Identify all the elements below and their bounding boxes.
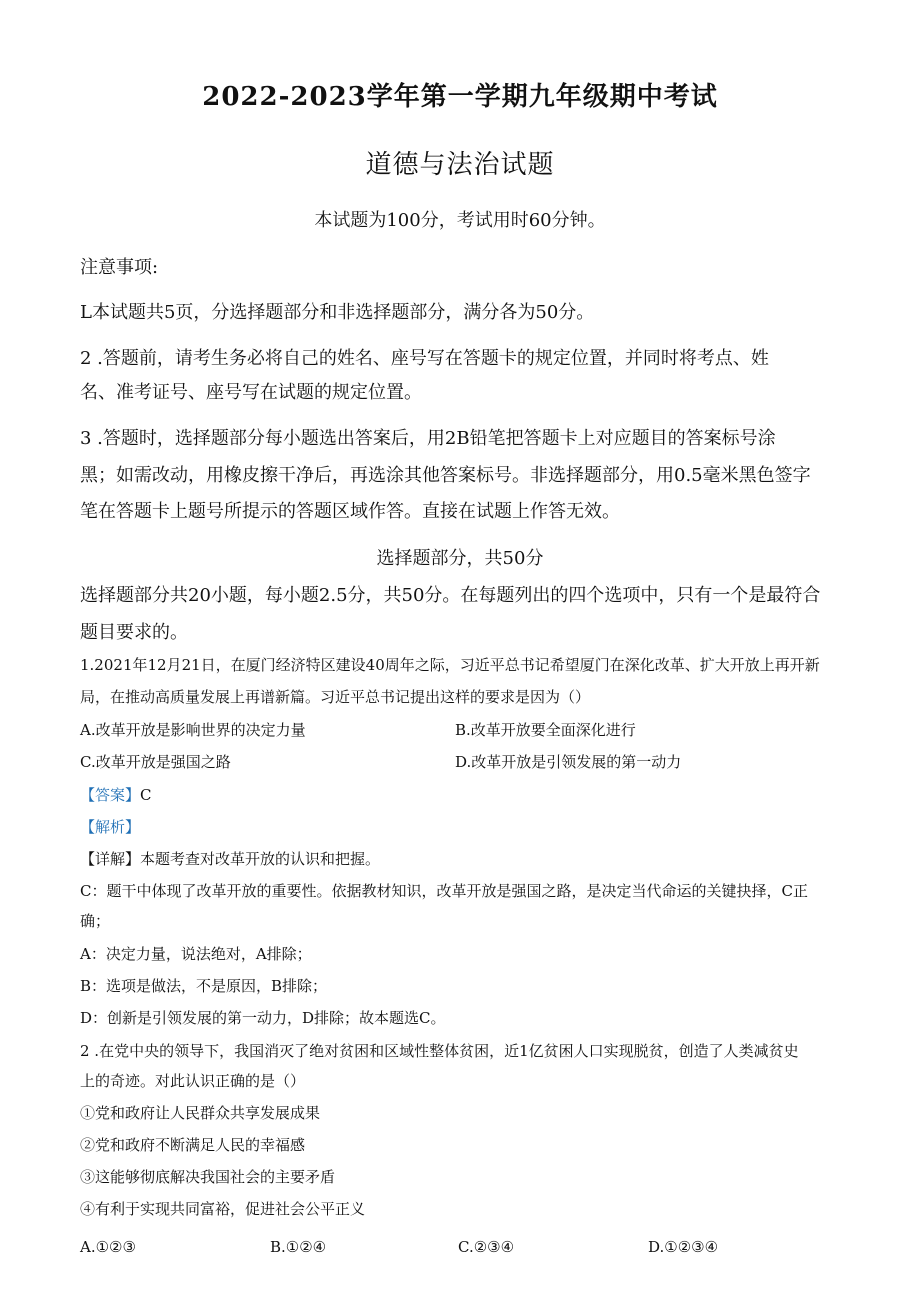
q2-item-3: ③这能够彻底解决我国社会的主要矛盾 <box>80 1168 336 1186</box>
q2-stem-line-2: 上的奇迹。对此认识正确的是（） <box>80 1072 306 1090</box>
q1-explain-b: B：选项是做法，不是原因，B排除； <box>80 977 328 995</box>
answer-value: C <box>140 786 152 804</box>
q1-stem-line-2: 局，在推动高质量发展上再谱新篇。习近平总书记提出这样的要求是因为（） <box>80 688 591 706</box>
answer-label: 【答案】 <box>80 786 141 804</box>
q1-answer <box>80 784 152 805</box>
exam-title: 2022-2023学年第一学期九年级期中考试 <box>202 82 718 112</box>
exam-info: 本试题为100分，考试用时60分钟。 <box>314 210 606 231</box>
q1-explain-a: A：决定力量，说法绝对，A排除； <box>80 945 312 963</box>
q2-option-b: B.①②④ <box>270 1238 327 1256</box>
notes-heading: 注意事项: <box>80 257 159 278</box>
q2-option-a: A.①②③ <box>80 1238 136 1256</box>
q2-option-d: D.①②③④ <box>648 1238 719 1256</box>
q1-option-c: C.改革开放是强国之路 <box>80 753 231 771</box>
q1-option-a: A.改革开放是影响世界的决定力量 <box>80 721 306 739</box>
q2-item-1: ①党和政府让人民群众共享发展成果 <box>80 1104 321 1122</box>
section-heading: 选择题部分，共50分 <box>376 548 544 569</box>
q1-explain-c-line-1: C：题干中体现了改革开放的重要性。依据教材知识，改革开放是强国之路，是决定当代命运的关键抉择，C正 <box>80 882 808 900</box>
q1-explain-d: D：创新是引领发展的第一动力，D排除；故本题选C。 <box>80 1009 446 1027</box>
q2-item-2: ②党和政府不断满足人民的幸福感 <box>80 1136 306 1154</box>
note-item-3-line-2: 黑；如需改动，用橡皮擦干净后，再选涂其他答案标号。非选择题部分，用0.5毫米黑色签字 <box>80 465 811 486</box>
section-intro-line-1: 选择题部分共20小题，每小题2.5分，共50分。在每题列出的四个选项中，只有一个是最符合 <box>80 585 821 606</box>
q1-detail: 【详解】本题考查对改革开放的认识和把握。 <box>80 850 381 868</box>
note-item-2-line-2: 名、准考证号、座号写在试题的规定位置。 <box>80 382 422 403</box>
q1-option-b: B.改革开放要全面深化进行 <box>455 721 636 739</box>
note-item-2-line-1: 2 .答题前，请考生务必将自己的姓名、座号写在答题卡的规定位置，并同时将考点、姓 <box>80 348 769 369</box>
q2-option-c: C.②③④ <box>458 1238 515 1256</box>
subject-title: 道德与法治试题 <box>365 150 555 180</box>
analysis-label: 【解析】 <box>80 818 141 836</box>
q1-explain-c-line-2: 确； <box>80 912 111 930</box>
q1-option-d: D.改革开放是引领发展的第一动力 <box>455 753 682 771</box>
q1-stem-line-1: 1.2021年12月21日，在厦门经济特区建设40周年之际，习近平总书记希望厦门在深化改革、扩大开放上再开新 <box>80 656 820 674</box>
note-item-3-line-1: 3 .答题时，选择题部分每小题选出答案后，用2B铅笔把答题卡上对应题目的答案标号涂 <box>80 428 776 449</box>
note-item-3-line-3: 笔在答题卡上题号所提示的答题区域作答。直接在试题上作答无效。 <box>80 501 620 522</box>
section-intro-line-2: 题目要求的。 <box>80 622 188 643</box>
q2-item-4: ④有利于实现共同富裕，促进社会公平正义 <box>80 1200 366 1218</box>
note-item-1: L本试题共5页，分选择题部分和非选择题部分，满分各为50分。 <box>80 302 595 323</box>
q2-stem-line-1: 2 .在党中央的领导下，我国消灭了绝对贫困和区域性整体贫困，近1亿贫困人口实现脱贫，创造了人类减贫史 <box>80 1042 799 1060</box>
